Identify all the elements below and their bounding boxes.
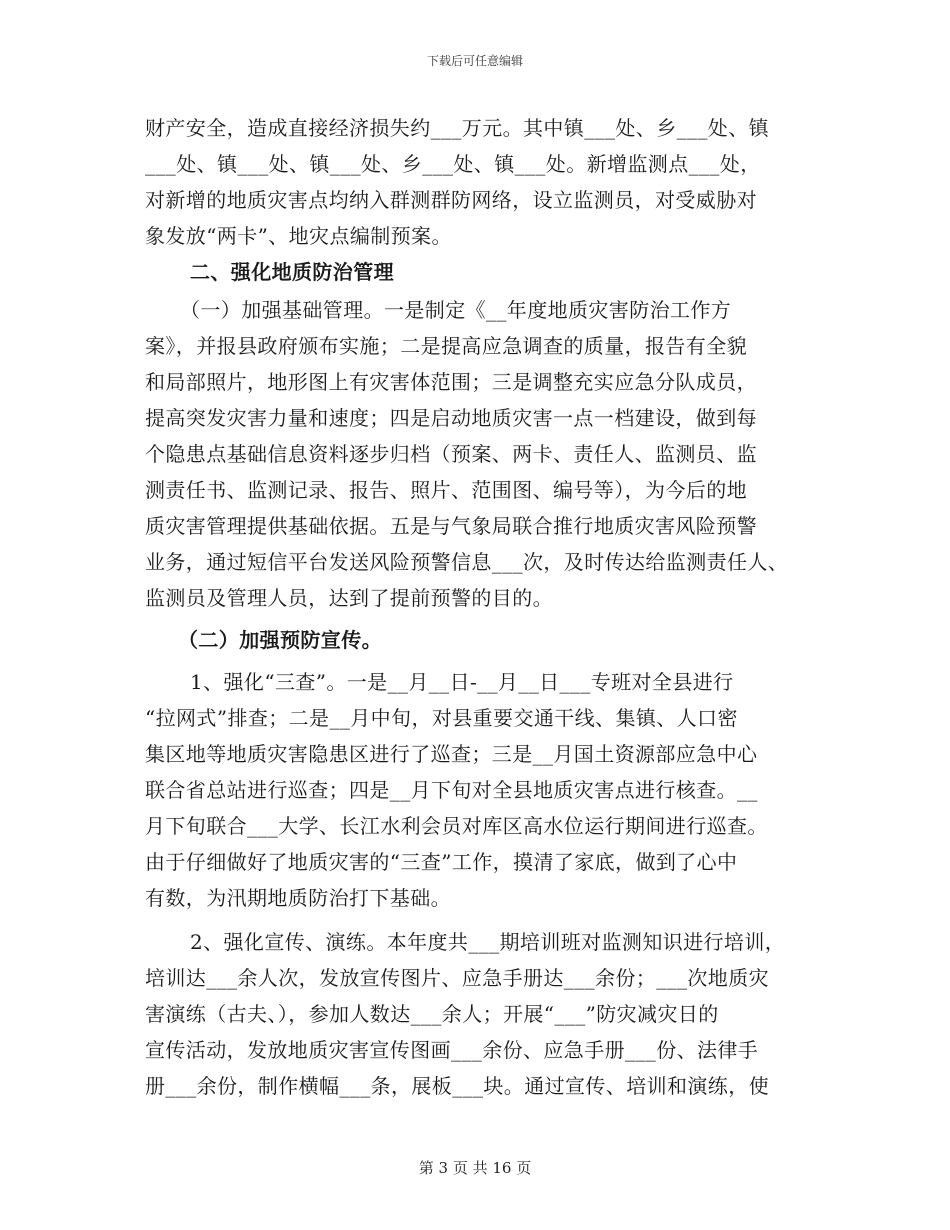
text-line: 联合省总站进行巡查；四是__月下旬对全县地质灾害点进行核查。__ (145, 778, 758, 802)
text-line: 提高突发灾害力量和速度；四是启动地质灾害一点一档建设，做到每 (145, 406, 757, 430)
text-line: 个隐患点基础信息资料逐步归档（预案、两卡、责任人、监测员、监 (145, 442, 757, 466)
text-line: 集区地等地质灾害隐患区进行了巡查；三是__月国土资源部应急中心 (145, 742, 758, 766)
text-line: “拉网式”排查；二是__月中旬，对县重要交通干线、集镇、人口密 (145, 706, 738, 730)
text-line: 月下旬联合___大学、长江水利会员对库区高水位运行期间进行巡查。 (145, 814, 768, 838)
text-line: 和局部照片，地形图上有灾害体范围；三是调整充实应急分队成员， (145, 370, 757, 394)
text-line: 案》，并报县政府颁布实施；二是提高应急调查的质量，报告有全貌 (145, 334, 747, 358)
text-line: （一）加强基础管理。一是制定《__年度地质灾害防治工作方 (180, 298, 732, 322)
page-footer: 第 3 页 共 16 页 (418, 1159, 532, 1177)
section-heading: 二、强化地质防治管理 (190, 260, 394, 284)
text-line: 业务，通过短信平台发送风险预警信息___次，及时传达给监测责任人、 (145, 550, 789, 574)
page-header: 下载后可任意编辑 (426, 54, 523, 68)
text-line: 质灾害管理提供基础依据。五是与气象局联合推行地质灾害风险预警 (145, 514, 757, 538)
text-line: ___处、镇___处、镇___处、乡___处、镇___处。新增监测点___处， (145, 152, 761, 176)
text-line: 害演练（古夫、），参加人数达___余人；开展“___”防灾减灾日的 (145, 1002, 719, 1026)
text-line: 财产安全，造成直接经济损失约___万元。其中镇___处、乡___处、镇 (145, 116, 769, 140)
text-line: 2、强化宣传、演练。本年度共___期培训班对监测知识进行培训， (190, 930, 786, 954)
subsection-heading: （二）加强预防宣传。 (178, 628, 382, 652)
text-line: 对新增的地质灾害点均纳入群测群防网络，设立监测员，对受威胁对 (145, 188, 757, 212)
text-line: 有数，为汛期地质防治打下基础。 (145, 886, 451, 910)
text-line: 册___余份，制作横幅___条，展板___块。通过宣传、培训和演练，使 (145, 1074, 769, 1098)
text-line: 宣传活动，发放地质灾害宣传图画___余份、应急手册___份、法律手 (145, 1038, 759, 1062)
text-line: 培训达___余人次，发放宣传图片、应急手册达___余份；___次地质灾 (145, 966, 769, 990)
text-line: 由于仔细做好了地质灾害的“三查”工作，摸清了家底，做到了心中 (145, 850, 738, 874)
text-line: 监测员及管理人员，达到了提前预警的目的。 (145, 586, 553, 610)
text-line: 测责任书、监测记录、报告、照片、范围图、编号等），为今后的地 (145, 478, 747, 502)
text-line: 象发放“两卡”、地灾点编制预案。 (145, 224, 452, 248)
text-line: 1、强化“三查”。一是__月__日-__月__日___专班对全县进行 (190, 670, 734, 694)
